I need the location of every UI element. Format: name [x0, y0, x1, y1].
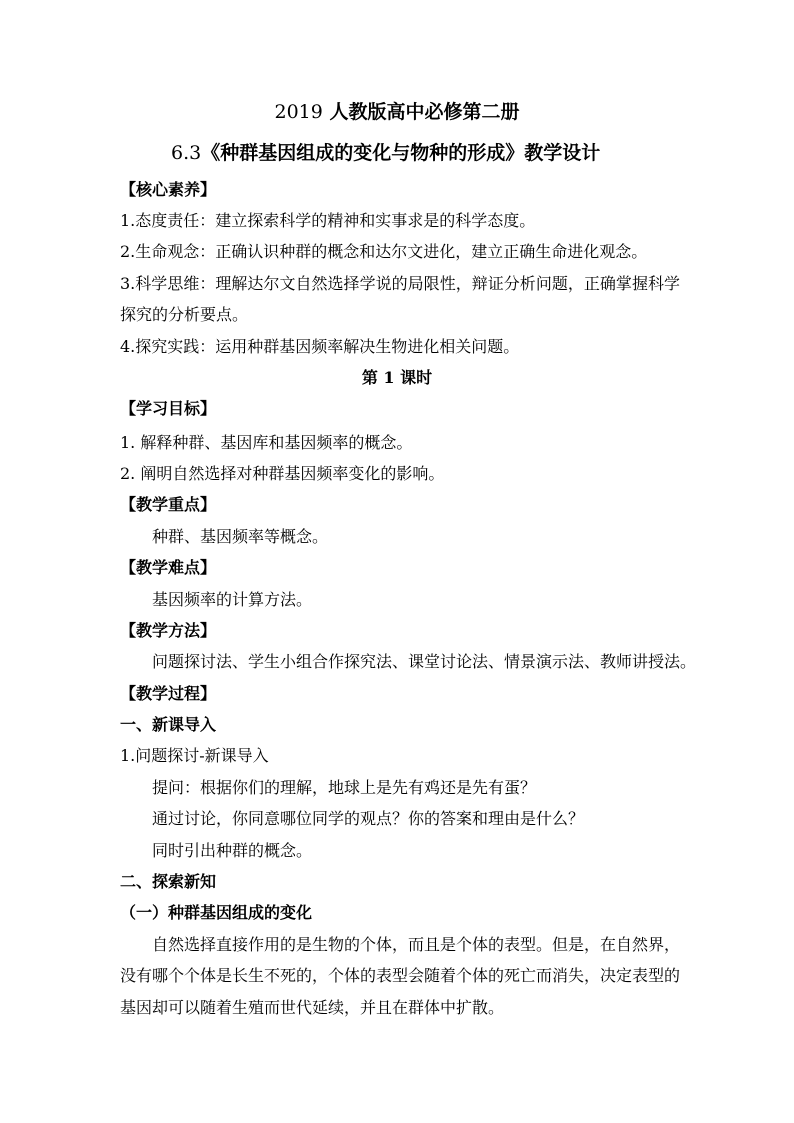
title-year: 2019	[274, 101, 323, 123]
paragraph-line-3: 基因却可以随着生殖而世代延续，并且在群体中扩散。	[120, 998, 505, 1017]
core-literacy-item-3-cont: 探究的分析要点。	[120, 305, 249, 324]
section1-heading: 一、新课导入	[120, 715, 217, 734]
objectives-heading: 【学习目标】	[120, 399, 217, 418]
core-literacy-item-2: 2.生命观念：正确认识种群的概念和达尔文进化，建立正确生命进化观念。	[120, 242, 648, 261]
difficulties-heading: 【教学难点】	[120, 558, 217, 577]
section1-subheading: 1.问题探讨-新课导入	[120, 746, 269, 765]
key-points-heading: 【教学重点】	[120, 495, 217, 514]
core-literacy-item-3: 3.科学思维：理解达尔文自然选择学说的局限性，辩证分析问题，正确掌握科学	[120, 274, 680, 293]
section1-line-3: 同时引出种群的概念。	[152, 841, 313, 860]
core-literacy-heading: 【核心素养】	[120, 180, 217, 199]
lesson-label: 第 1 课时	[361, 368, 433, 387]
core-literacy-item-1: 1.态度责任：建立探索科学的精神和实事求是的科学态度。	[120, 211, 536, 230]
title-lesson-name: 《种群基因组成的变化与物种的形成》教学设计	[201, 142, 601, 164]
objective-item-2: 2. 阐明自然选择对种群基因频率变化的影响。	[120, 464, 445, 483]
key-points-text: 种群、基因频率等概念。	[152, 527, 329, 546]
difficulties-text: 基因频率的计算方法。	[152, 590, 313, 609]
process-heading: 【教学过程】	[120, 684, 217, 703]
paragraph-line-2: 没有哪个个体是长生不死的，个体的表型会随着个体的死亡而消失，决定表型的	[120, 966, 681, 985]
objective-item-1: 1. 解释种群、基因库和基因频率的概念。	[120, 433, 413, 452]
section1-line-2: 通过讨论，你同意哪位同学的观点？你的答案和理由是什么？	[152, 809, 585, 828]
section2-subheading: （一）种群基因组成的变化	[120, 903, 313, 922]
section2-heading: 二、探索新知	[120, 872, 217, 891]
title-section-number: 6.3	[171, 142, 202, 164]
paragraph-line-1: 自然选择直接作用的是生物的个体，而且是个体的表型。但是，在自然界，	[152, 935, 681, 954]
document-title-line1	[0, 100, 794, 124]
methods-heading: 【教学方法】	[120, 621, 217, 640]
core-literacy-item-4: 4.探究实践：运用种群基因频率解决生物进化相关问题。	[120, 337, 520, 356]
document-title-line2	[171, 141, 600, 165]
section1-line-1: 提问：根据你们的理解，地球上是先有鸡还是先有蛋？	[152, 778, 537, 797]
methods-text: 问题探讨法、学生小组合作探究法、课堂讨论法、情景演示法、教师讲授法。	[152, 652, 697, 671]
title-edition: 人教版高中必修第二册	[329, 101, 520, 123]
